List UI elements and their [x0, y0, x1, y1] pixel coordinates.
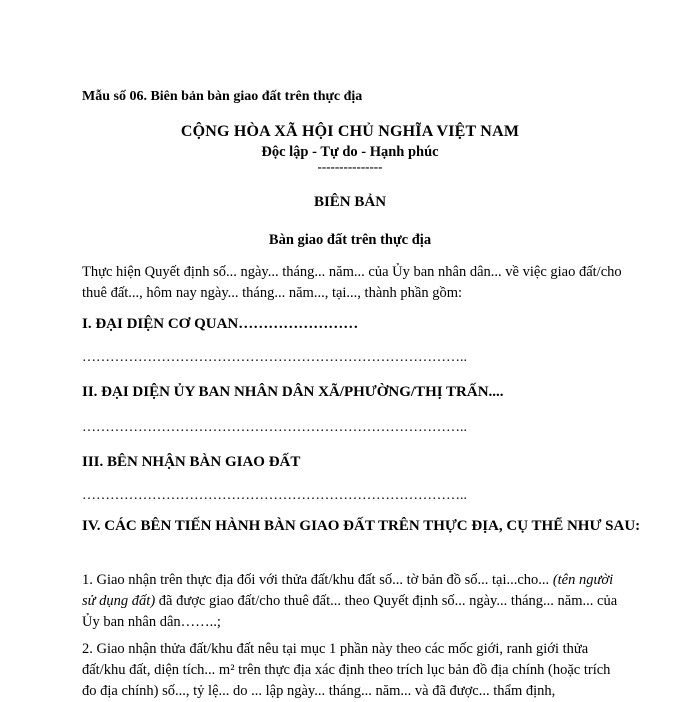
section-handover-details: IV. CÁC BÊN TIẾN HÀNH BÀN GIAO ĐẤT TRÊN THỰC ĐỊA, CỤ THỂ NHƯ SAU:	[82, 518, 641, 534]
item-1-text-b: đã được giao đất/cho thuê đất... theo Quyết định số... ngày... tháng... năm... của Ủy ban nhân dân……..;	[82, 593, 618, 630]
national-motto: Độc lập - Tự do - Hạnh phúc	[261, 144, 439, 160]
republic-header: CỘNG HÒA XÃ HỘI CHỦ NGHĨA VIỆT NAM	[180, 123, 520, 140]
fill-line-1: ………………………………………………………………………..	[82, 350, 467, 365]
header-divider: ---------------	[317, 159, 383, 174]
item-1-italic: (tên người sử dụng đất)	[82, 572, 614, 609]
fill-line-2: ………………………………………………………………………..	[82, 420, 467, 435]
item-2-paragraph: 2. Giao nhận thửa đất/khu đất nêu tại mục 1 phần này theo các mốc giới, ranh giới thửa đất/khu đất, diện tích... m² trên thực địa xác định theo trích lục bản đồ địa chính (hoặc trích đo địa chính) số..., tỷ lệ... do ... lập ngày... tháng... năm... và đã được... thẩm định,	[82, 641, 611, 699]
form-label: Mẫu số 06. Biên bản bàn giao đất trên thực địa	[82, 89, 363, 104]
section-commune-representative: II. ĐẠI DIỆN ỦY BAN NHÂN DÂN XÃ/PHƯỜNG/THỊ TRẤN....	[82, 384, 504, 400]
fill-line-3: ………………………………………………………………………..	[82, 488, 467, 503]
intro-paragraph: Thực hiện Quyết định số... ngày... tháng... năm... của Ủy ban nhân dân... về việc giao đất/cho thuê đất..., hôm nay ngày... tháng... năm..., tại..., thành phần gồm:	[82, 264, 622, 301]
item-1-paragraph	[82, 570, 622, 633]
section-land-recipient: III. BÊN NHẬN BÀN GIAO ĐẤT	[82, 454, 301, 470]
document-subtitle: Bàn giao đất trên thực địa	[268, 232, 432, 248]
item-1-text-a: 1. Giao nhận trên thực địa đối với thửa đất/khu đất số... tờ bản đồ số... tại...cho...	[82, 572, 553, 588]
section-agency-representative: I. ĐẠI DIỆN CƠ QUAN……………………	[82, 316, 359, 332]
document-title: BIÊN BẢN	[313, 194, 387, 210]
